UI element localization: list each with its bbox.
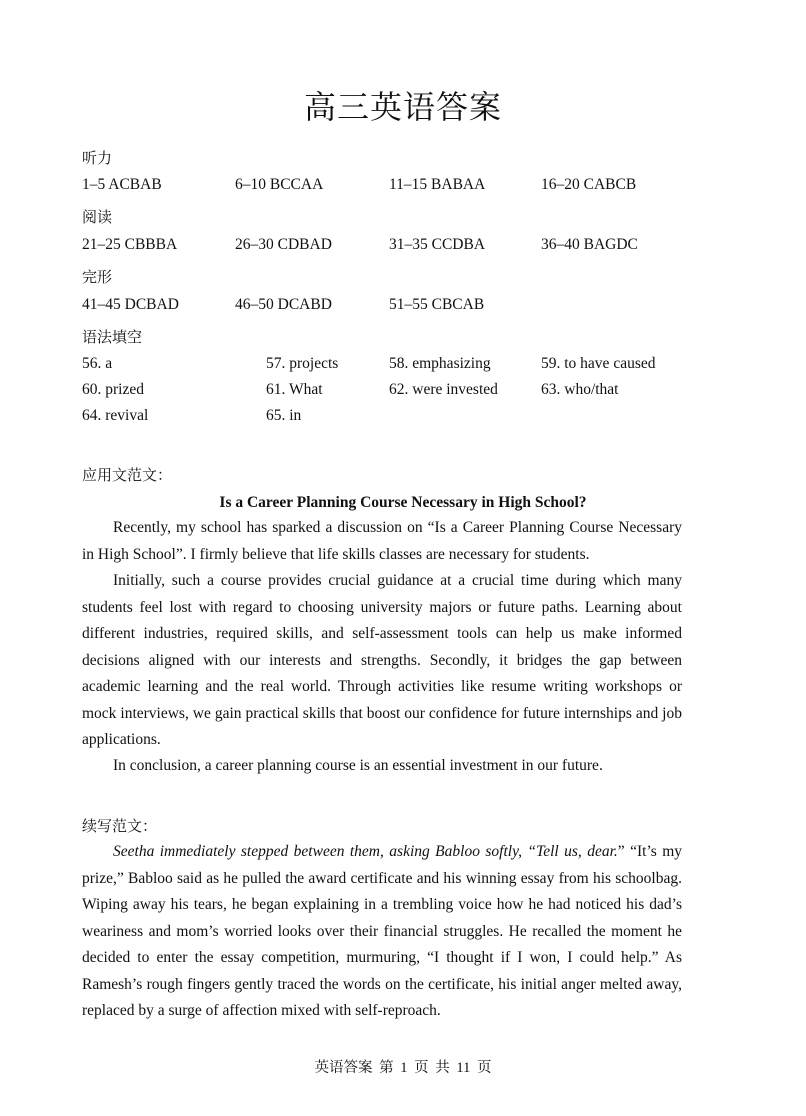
- answer-cell: 1–5 ACBAB: [82, 176, 162, 193]
- essay-paragraph: Initially, such a course provides crucial guidance at a crucial time during which many students feel lost with regard to choosing university majors or future paths. Learning about different industries, required skills, and self-assessment tools can help us make informed decisions aligned with our interests and strengths. Secondly, it bridges the gap between academic learning and the real world. Through activities like resume writing workshops or mock interviews, we gain practical skills that boost our confidence for future internships and job applications.: [82, 572, 682, 748]
- answer-cell: 26–30 CDBAD: [235, 236, 332, 253]
- section-cloze-label: 完形: [82, 268, 113, 286]
- page-title: 高三英语答案: [303, 88, 502, 126]
- grammar-answers-row: [0, 355, 806, 377]
- continuation-opening: Seetha immediately stepped between them, asking Babloo softly, “: [113, 843, 537, 860]
- answer-cell: 6–10 BCCAA: [235, 176, 324, 193]
- grammar-answers-row: [0, 381, 806, 403]
- writing2-heading: 续写范文：: [82, 817, 158, 835]
- grammar-answers-row: [0, 407, 806, 429]
- writing1-heading: 应用文范文：: [82, 466, 173, 484]
- answer-cell: 16–20 CABCB: [541, 176, 637, 193]
- reading-answers-row: [0, 236, 806, 258]
- answer-cell: 31–35 CCDBA: [389, 236, 486, 253]
- answer-cell: 46–50 DCABD: [235, 296, 332, 313]
- answer-cell: 57. projects: [266, 355, 339, 372]
- answer-cell: 61. What: [266, 381, 323, 398]
- cloze-answers-row: [0, 296, 806, 318]
- section-listening-label: 听力: [82, 149, 113, 167]
- continuation-quote-close: ”: [617, 843, 625, 860]
- continuation-quote: Tell us, dear.: [536, 843, 618, 860]
- answer-cell: 36–40 BAGDC: [541, 236, 638, 253]
- answer-cell: 51–55 CBCAB: [389, 296, 485, 313]
- answer-cell: 58. emphasizing: [389, 355, 491, 372]
- continuation-paragraph: [82, 839, 682, 1025]
- listening-answers-row: [0, 176, 806, 198]
- answer-cell: 56. a: [82, 355, 113, 372]
- answer-cell: 59. to have caused: [541, 355, 656, 372]
- answer-cell: 21–25 CBBBA: [82, 236, 178, 253]
- section-reading-label: 阅读: [82, 208, 113, 226]
- answer-cell: 65. in: [266, 407, 302, 424]
- answer-cell: 63. who/that: [541, 381, 619, 398]
- section-grammar-label: 语法填空: [82, 328, 143, 346]
- continuation-body: “It’s my prize,” Babloo said as he pulled the award certificate and his winning essay from his schoolbag. Wiping away his tears, he began explaining in a trembling voice how he had noticed his dad’s weariness and mom’s worried looks over their financial struggles. He recalled the moment he decided to enter the essay competition, murmuring, “I thought if I won, I could help.” As Ramesh’s rough fingers gently traced the words on the certificate, his initial anger melted away, replaced by a surge of affection mixed with self-reproach.: [82, 843, 683, 1019]
- answer-cell: 64. revival: [82, 407, 149, 424]
- answer-cell: 60. prized: [82, 381, 144, 398]
- essay-title: Is a Career Planning Course Necessary in High School?: [219, 494, 587, 511]
- answer-cell: 62. were invested: [389, 381, 498, 398]
- answer-cell: 11–15 BABAA: [389, 176, 486, 193]
- essay-paragraph: Recently, my school has sparked a discussion on “Is a Career Planning Course Necessary in High School”. I firmly believe that life skills classes are necessary for students.: [82, 519, 682, 563]
- essay-paragraph: In conclusion, a career planning course is an essential investment in our future.: [113, 757, 603, 774]
- page-footer: 英语答案 第 1 页 共 11 页: [314, 1060, 492, 1076]
- answer-cell: 41–45 DCBAD: [82, 296, 179, 313]
